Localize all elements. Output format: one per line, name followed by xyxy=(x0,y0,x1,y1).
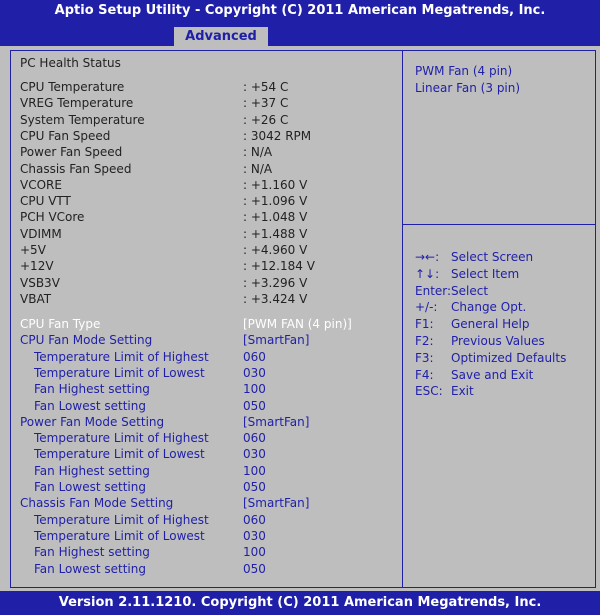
status-label: VSB3V xyxy=(20,275,60,290)
status-value: : +54 C xyxy=(243,80,289,94)
vertical-divider xyxy=(402,50,403,588)
key-action: Select Item xyxy=(451,266,520,281)
setting-value[interactable]: 060 xyxy=(243,512,266,527)
setting-label[interactable]: Temperature Limit of Lowest xyxy=(34,365,205,380)
status-label: Power Fan Speed xyxy=(20,145,123,160)
setting-value[interactable]: 030 xyxy=(243,447,266,462)
setting-value[interactable]: 100 xyxy=(243,463,266,478)
footer: Version 2.11.1210. Copyright (C) 2011 American Megatrends, Inc. xyxy=(0,591,600,615)
key-action: Save and Exit xyxy=(451,367,534,382)
setting-label[interactable]: Fan Lowest setting xyxy=(34,480,146,494)
status-label: System Temperature xyxy=(20,112,145,127)
tab-strip xyxy=(0,22,600,46)
status-label: +5V xyxy=(20,243,46,257)
status-label: VREG Temperature xyxy=(20,96,134,111)
setting-value[interactable]: [SmartFan] xyxy=(243,496,310,511)
status-value: : +4.960 V xyxy=(243,243,308,257)
setting-label[interactable]: Temperature Limit of Highest xyxy=(34,512,209,527)
key-action: Previous Values xyxy=(451,334,545,348)
key-name: +/-: xyxy=(415,300,438,315)
key-action: Exit xyxy=(451,384,474,399)
section-title: PC Health Status xyxy=(20,56,121,70)
setting-value[interactable]: 050 xyxy=(243,561,266,576)
setting-value[interactable]: [SmartFan] xyxy=(243,414,310,429)
status-label: VCORE xyxy=(20,177,62,192)
setting-label[interactable]: Fan Lowest setting xyxy=(34,561,146,576)
setting-value[interactable]: 050 xyxy=(243,398,266,413)
setting-value[interactable]: 060 xyxy=(243,349,266,364)
status-value: : +1.096 V xyxy=(243,194,308,209)
status-value: : 3042 RPM xyxy=(243,128,312,143)
key-name: F4: xyxy=(415,367,434,382)
key-action: Change Opt. xyxy=(451,300,527,315)
status-value: : N/A xyxy=(243,161,273,176)
key-action: Select xyxy=(451,283,489,298)
setting-value[interactable]: 100 xyxy=(243,382,266,397)
setting-label[interactable]: Chassis Fan Mode Setting xyxy=(20,496,174,511)
key-name: ↑↓: xyxy=(415,266,440,281)
key-name: F3: xyxy=(415,350,434,365)
setting-label[interactable]: Temperature Limit of Highest xyxy=(34,431,209,446)
status-label: CPU Fan Speed xyxy=(20,128,111,143)
horizontal-divider xyxy=(403,224,596,225)
setting-label[interactable]: Fan Highest setting xyxy=(34,545,150,560)
key-action: Optimized Defaults xyxy=(451,350,567,365)
setting-label[interactable]: Power Fan Mode Setting xyxy=(20,414,165,429)
status-value: : +26 C xyxy=(243,112,289,127)
setting-label[interactable]: Temperature Limit of Highest xyxy=(34,349,209,364)
setting-value[interactable]: 060 xyxy=(243,431,266,446)
setting-label[interactable]: Fan Lowest setting xyxy=(34,398,146,413)
status-value: : +1.048 V xyxy=(243,210,308,225)
setting-label[interactable]: Fan Highest setting xyxy=(34,463,150,478)
status-value: : +3.296 V xyxy=(243,275,308,290)
status-label: CPU Temperature xyxy=(20,80,125,94)
setting-value[interactable]: 030 xyxy=(243,365,266,380)
key-name: F1: xyxy=(415,317,434,332)
status-label: VBAT xyxy=(20,291,52,306)
status-value: : +37 C xyxy=(243,96,289,111)
setting-value[interactable]: 030 xyxy=(243,528,266,543)
title-bar: Aptio Setup Utility - Copyright (C) 2011 American Megatrends, Inc. xyxy=(0,0,600,22)
key-action: Select Screen xyxy=(451,250,534,264)
help-option: Linear Fan (3 pin) xyxy=(415,80,521,95)
setting-value[interactable]: 100 xyxy=(243,545,266,560)
setting-value[interactable]: [PWM FAN (4 pin)] xyxy=(243,317,352,331)
status-label: Chassis Fan Speed xyxy=(20,161,132,176)
tab-advanced[interactable]: Advanced xyxy=(174,27,268,46)
help-option: PWM Fan (4 pin) xyxy=(415,64,513,78)
status-value: : +3.424 V xyxy=(243,291,308,306)
key-action: General Help xyxy=(451,317,530,332)
status-value: : +12.184 V xyxy=(243,259,315,274)
key-name: Enter: xyxy=(415,283,452,298)
key-name: →←: xyxy=(415,250,440,264)
status-value: : +1.160 V xyxy=(243,177,308,192)
setting-label[interactable]: Temperature Limit of Lowest xyxy=(34,528,205,543)
key-name: ESC: xyxy=(415,384,443,399)
setting-label[interactable]: CPU Fan Mode Setting xyxy=(20,333,153,348)
setting-value[interactable]: [SmartFan] xyxy=(243,333,310,348)
status-value: : N/A xyxy=(243,145,273,160)
status-label: PCH VCore xyxy=(20,210,85,225)
setting-label[interactable]: Fan Highest setting xyxy=(34,382,150,397)
setting-label[interactable]: CPU Fan Type xyxy=(20,317,101,331)
status-label: +12V xyxy=(20,259,54,274)
status-label: VDIMM xyxy=(20,226,62,241)
setting-value[interactable]: 050 xyxy=(243,480,266,494)
status-label: CPU VTT xyxy=(20,194,71,209)
setting-label[interactable]: Temperature Limit of Lowest xyxy=(34,447,205,462)
key-name: F2: xyxy=(415,334,434,348)
status-value: : +1.488 V xyxy=(243,226,308,241)
